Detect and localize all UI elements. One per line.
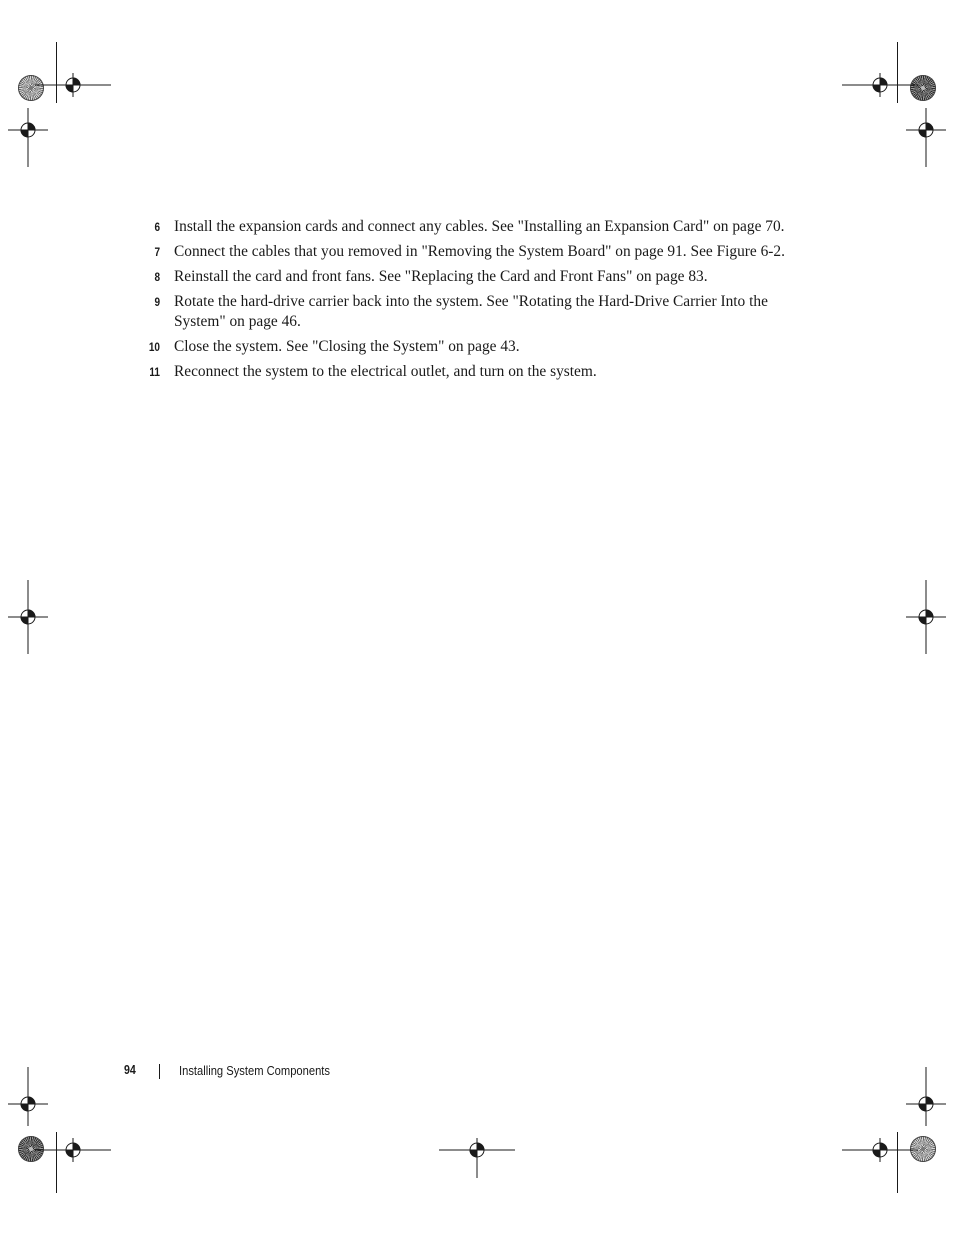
procedure-step <box>140 362 820 382</box>
page-number: 94 <box>124 1063 136 1077</box>
step-number: 9 <box>154 295 160 309</box>
procedure-step <box>140 267 820 287</box>
step-number: 8 <box>154 270 160 284</box>
procedure-step <box>140 242 820 262</box>
procedure-step <box>140 337 820 357</box>
footer-divider <box>159 1064 160 1079</box>
step-text: Reconnect the system to the electrical outlet, and turn on the system. <box>174 362 597 380</box>
step-text: Rotate the hard-drive carrier back into the system. See "Rotating the Hard-Drive Carrier Into the System" on page 46. <box>174 293 768 330</box>
footer-section-title: Installing System Components <box>179 1063 331 1078</box>
step-number: 6 <box>154 220 160 234</box>
procedure-steps <box>140 217 820 387</box>
procedure-step <box>140 292 820 331</box>
step-number: 7 <box>154 245 160 259</box>
step-number: 10 <box>148 339 160 354</box>
step-text: Close the system. See "Closing the System" on page 43. <box>174 337 520 355</box>
step-text: Install the expansion cards and connect any cables. See "Installing an Expansion Card" on page 70. <box>174 218 785 235</box>
procedure-step <box>140 217 820 237</box>
step-number: 11 <box>149 364 160 379</box>
step-text: Reinstall the card and front fans. See "Replacing the Card and Front Fans" on page 83. <box>174 268 708 285</box>
step-text: Connect the cables that you removed in "Removing the System Board" on page 91. See Figure 6-2. <box>174 243 785 260</box>
